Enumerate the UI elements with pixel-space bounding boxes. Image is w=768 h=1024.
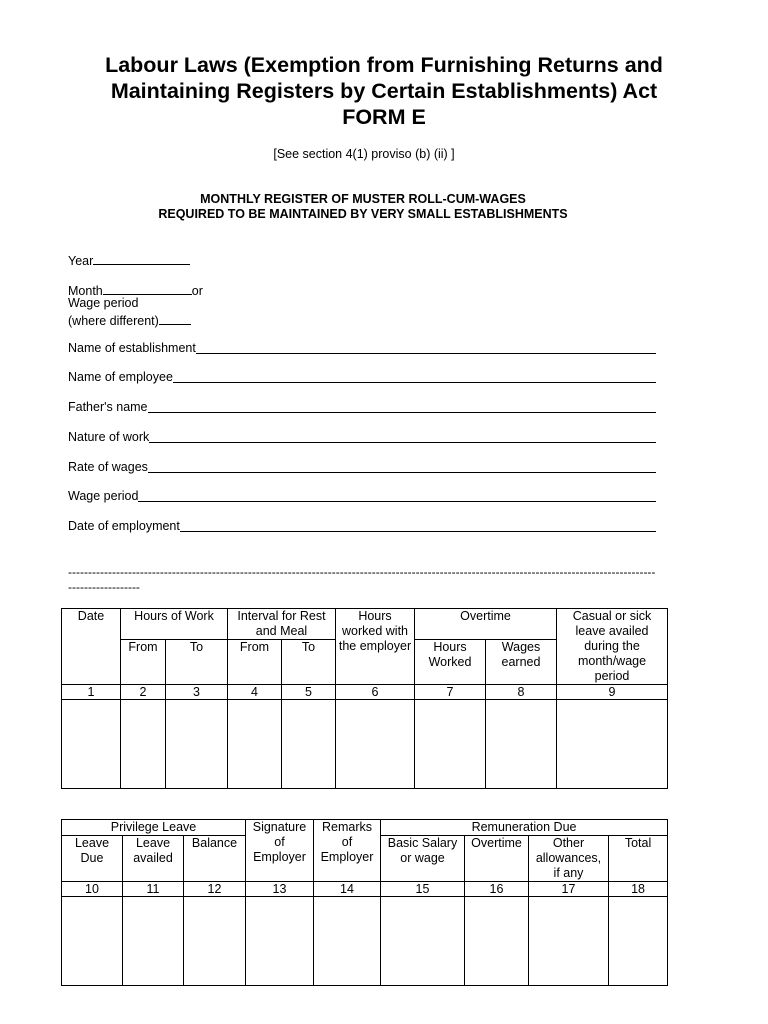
column-number: 7 — [415, 685, 486, 700]
month-label: Month — [68, 284, 103, 298]
nature-of-work-label: Nature of work — [68, 430, 150, 444]
leave-due-header: Leave Due — [62, 836, 123, 882]
rate-of-wages-field[interactable] — [68, 460, 656, 475]
column-number: 2 — [121, 685, 166, 700]
month-blank[interactable] — [103, 281, 192, 295]
casual-leave-header: Casual or sick leave availed during the month/wage period — [557, 609, 668, 685]
remuneration-due-header: Remuneration Due — [381, 820, 668, 836]
table-row — [62, 897, 668, 986]
year-label: Year — [68, 254, 94, 268]
month-or-label: or — [191, 284, 203, 298]
title-line-2: Maintaining Registers by Certain Establishments) Act — [110, 79, 658, 103]
column-number: 1 — [62, 685, 121, 700]
wage-period-field[interactable] — [68, 489, 656, 504]
entry-cell[interactable] — [282, 700, 336, 789]
rate-of-wages-label: Rate of wages — [68, 460, 148, 474]
column-number: 15 — [381, 882, 465, 897]
nature-of-work-field[interactable] — [68, 430, 656, 445]
attendance-wage-table — [61, 608, 668, 789]
wage-period-blank[interactable] — [138, 489, 656, 502]
column-number: 9 — [557, 685, 668, 700]
interval-header: Interval for Rest and Meal — [228, 609, 336, 640]
entry-cell[interactable] — [465, 897, 529, 986]
form-label: FORM E — [342, 105, 426, 129]
hours-of-work-header: Hours of Work — [121, 609, 228, 640]
overtime-header: Overtime — [415, 609, 557, 640]
entry-cell[interactable] — [314, 897, 381, 986]
entry-cell[interactable] — [228, 700, 282, 789]
column-number: 6 — [336, 685, 415, 700]
column-number: 4 — [228, 685, 282, 700]
entry-cell[interactable] — [609, 897, 668, 986]
rate-of-wages-blank[interactable] — [148, 460, 656, 473]
leave-availed-header: Leave availed — [123, 836, 184, 882]
entry-cell[interactable] — [336, 700, 415, 789]
entry-cell[interactable] — [184, 897, 246, 986]
date-of-employment-label: Date of employment — [68, 519, 180, 533]
entry-cell[interactable] — [381, 897, 465, 986]
overtime-pay-header: Overtime — [465, 836, 529, 882]
employee-field[interactable] — [68, 370, 656, 385]
register-heading-line-1: MONTHLY REGISTER OF MUSTER ROLL-CUM-WAGES — [200, 192, 526, 206]
leave-remuneration-table — [61, 819, 668, 986]
where-different-blank[interactable] — [159, 311, 191, 325]
father-name-field[interactable] — [68, 400, 656, 415]
year-field[interactable] — [68, 251, 190, 269]
column-number: 11 — [123, 882, 184, 897]
nature-of-work-blank[interactable] — [149, 430, 656, 443]
section-reference: [See section 4(1) proviso (b) (ii) ] — [273, 147, 455, 161]
balance-header: Balance — [184, 836, 246, 882]
hours-from-header: From — [121, 640, 166, 685]
wage-period-label: Wage period — [68, 489, 139, 503]
column-number: 18 — [609, 882, 668, 897]
establishment-blank[interactable] — [196, 341, 656, 354]
entry-cell[interactable] — [557, 700, 668, 789]
year-blank[interactable] — [93, 251, 190, 265]
dashed-separator: --------------------------------------------------------------------------------------------------------------------------------------------------------------------- — [68, 565, 656, 594]
basic-salary-header: Basic Salary or wage — [381, 836, 465, 882]
column-number: 14 — [314, 882, 381, 897]
entry-cell[interactable] — [62, 897, 123, 986]
entry-cell[interactable] — [166, 700, 228, 789]
column-number: 17 — [529, 882, 609, 897]
total-header: Total — [609, 836, 668, 882]
employee-label: Name of employee — [68, 370, 173, 384]
where-different-field[interactable] — [68, 311, 191, 329]
column-number: 12 — [184, 882, 246, 897]
column-number: 3 — [166, 685, 228, 700]
entry-cell[interactable] — [246, 897, 314, 986]
ot-hours-worked-header: Hours Worked — [415, 640, 486, 685]
register-heading — [0, 192, 726, 222]
entry-cell[interactable] — [121, 700, 166, 789]
column-number: 5 — [282, 685, 336, 700]
interval-to-header: To — [282, 640, 336, 685]
register-heading-line-2: REQUIRED TO BE MAINTAINED BY VERY SMALL ESTABLISHMENTS — [158, 207, 568, 221]
entry-cell[interactable] — [486, 700, 557, 789]
date-of-employment-field[interactable] — [68, 519, 656, 534]
father-name-label: Father's name — [68, 400, 148, 414]
privilege-leave-header: Privilege Leave — [62, 820, 246, 836]
father-name-blank[interactable] — [148, 400, 656, 413]
interval-from-header: From — [228, 640, 282, 685]
column-number: 10 — [62, 882, 123, 897]
other-allowances-header: Other allowances, if any — [529, 836, 609, 882]
establishment-field[interactable] — [68, 341, 656, 356]
date-of-employment-blank[interactable] — [180, 519, 656, 532]
entry-cell[interactable] — [529, 897, 609, 986]
document-title — [40, 52, 728, 130]
column-number: 13 — [246, 882, 314, 897]
column-number: 8 — [486, 685, 557, 700]
hours-worked-header: Hours worked with the employer — [336, 609, 415, 685]
remarks-header: Remarks of Employer — [314, 820, 381, 882]
title-line-1: Labour Laws (Exemption from Furnishing Returns and — [105, 53, 663, 77]
entry-cell[interactable] — [415, 700, 486, 789]
table-row — [62, 700, 668, 789]
hours-to-header: To — [166, 640, 228, 685]
ot-wages-earned-header: Wages earned — [486, 640, 557, 685]
signature-header: Signature of Employer — [246, 820, 314, 882]
column-number: 16 — [465, 882, 529, 897]
alt-wage-period-label: Wage period — [68, 296, 139, 310]
where-different-label: (where different) — [68, 314, 159, 328]
entry-cell[interactable] — [123, 897, 184, 986]
entry-cell[interactable] — [62, 700, 121, 789]
date-header: Date — [62, 609, 121, 685]
employee-blank[interactable] — [173, 370, 656, 383]
establishment-label: Name of establishment — [68, 341, 196, 355]
